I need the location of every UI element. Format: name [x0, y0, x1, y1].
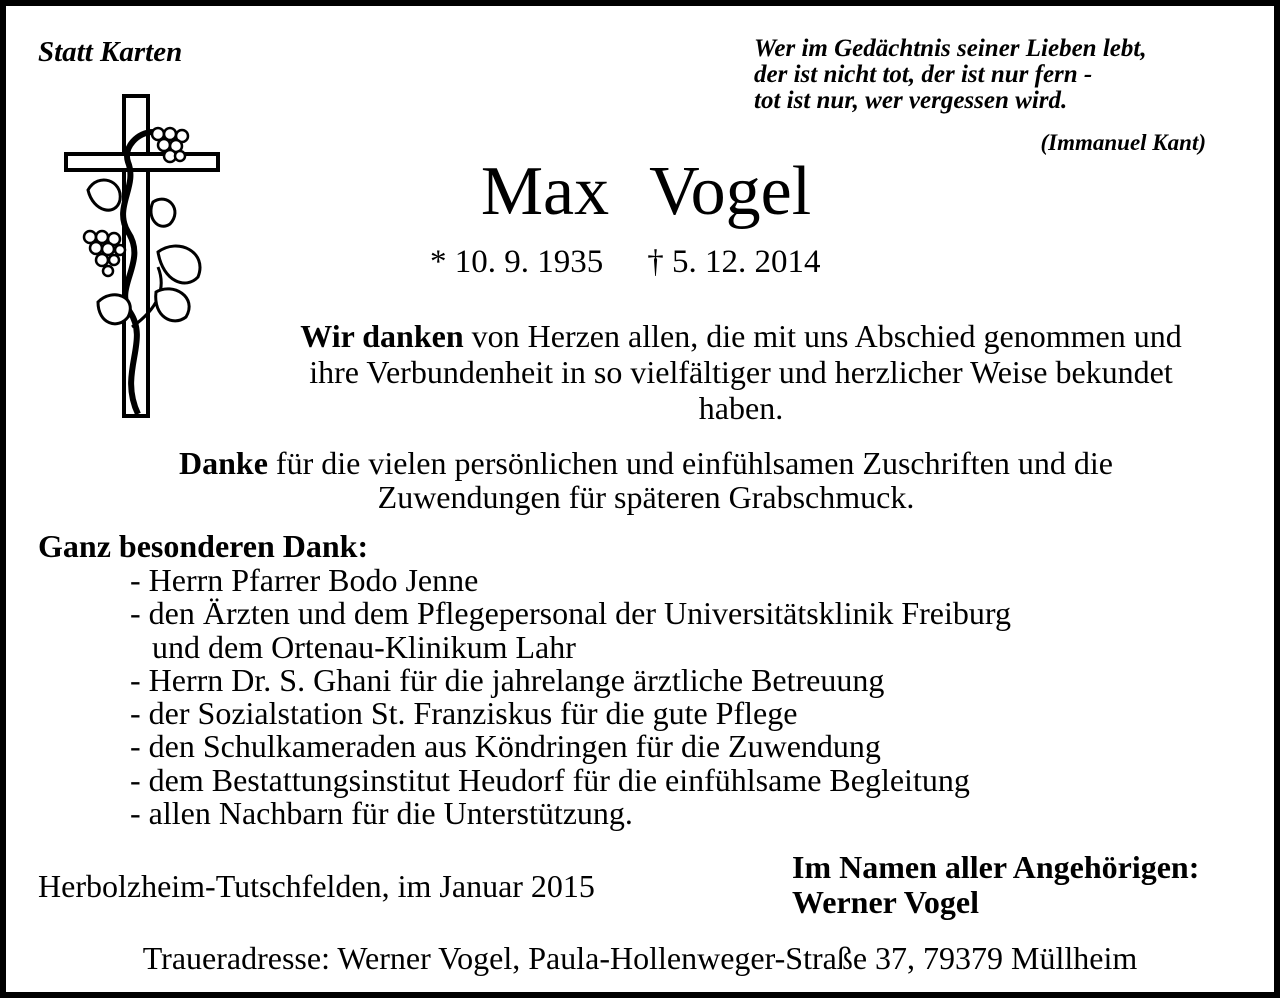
quote-line: tot ist nur, wer vergessen wird.	[754, 87, 1068, 114]
list-item-text: - der Sozialstation St. Franziskus für die gute Pflege	[130, 695, 798, 732]
list-item-text: - den Ärzten und dem Pflegepersonal der Universitätsklinik Freiburg	[130, 595, 1011, 632]
death-date: † 5. 12. 2014	[647, 244, 821, 280]
thanks-paragraph-2	[106, 446, 1186, 514]
thanks-paragraph-1	[276, 318, 1206, 426]
statt-karten-label: Statt Karten	[38, 36, 183, 68]
special-thanks-list	[130, 564, 1011, 830]
list-item-text: - allen Nachbarn für die Unterstützung.	[130, 795, 633, 832]
list-item-text: - Herrn Dr. S. Ghani für die jahrelange ärztliche Betreuung	[130, 661, 885, 698]
place-and-date: Herbolzheim-Tutschfelden, im Januar 2015	[38, 868, 595, 904]
life-dates	[430, 244, 821, 281]
quote-line: Wer im Gedächtnis seiner Lieben lebt,	[754, 35, 1147, 62]
quote-author: (Immanuel Kant)	[1040, 130, 1206, 155]
birth-date: * 10. 9. 1935	[430, 244, 604, 280]
signature-name: Werner Vogel	[792, 884, 979, 920]
danke-bold: Danke	[179, 445, 268, 481]
quote-line: der ist nicht tot, der ist nur fern -	[754, 61, 1093, 88]
list-item	[130, 797, 1011, 830]
first-name: Max	[480, 153, 610, 230]
danke-text: für die vielen persönlichen und einfühlsamen Zuschriften und die Zuwendungen für späteren Grabschmuck.	[267, 445, 1113, 515]
list-item-text: - den Schulkameraden aus Köndringen für die Zuwendung	[130, 728, 881, 765]
list-item-continuation: und dem Ortenau-Klinikum Lahr	[152, 628, 576, 665]
list-item-text: - Herrn Pfarrer Bodo Jenne	[130, 562, 479, 598]
list-item	[130, 661, 1011, 698]
list-item	[130, 697, 1011, 730]
special-thanks-title: Ganz besonderen Dank:	[38, 528, 369, 564]
last-name: Vogel	[649, 153, 812, 230]
list-item	[130, 761, 1011, 798]
cross-with-grapevine-icon	[58, 92, 228, 422]
list-item	[130, 564, 1011, 597]
thanks-bold: Wir danken	[300, 318, 464, 354]
deceased-name	[6, 152, 1274, 232]
mourning-address: Traueradresse: Werner Vogel, Paula-Hollenweger-Straße 37, 79379 Müllheim	[142, 940, 1138, 976]
list-item	[130, 597, 1011, 664]
thanks-text: von Herzen allen, die mit uns Abschied genommen und ihre Verbundenheit in so vielfältiger und herzlicher Weise bekundet haben.	[309, 318, 1182, 426]
list-item	[130, 730, 1011, 763]
signature-label: Im Namen aller Angehörigen:	[792, 849, 1200, 885]
kant-quote	[754, 36, 1147, 114]
list-item-text: - dem Bestattungsinstitut Heudorf für die einfühlsame Begleitung	[130, 761, 970, 798]
